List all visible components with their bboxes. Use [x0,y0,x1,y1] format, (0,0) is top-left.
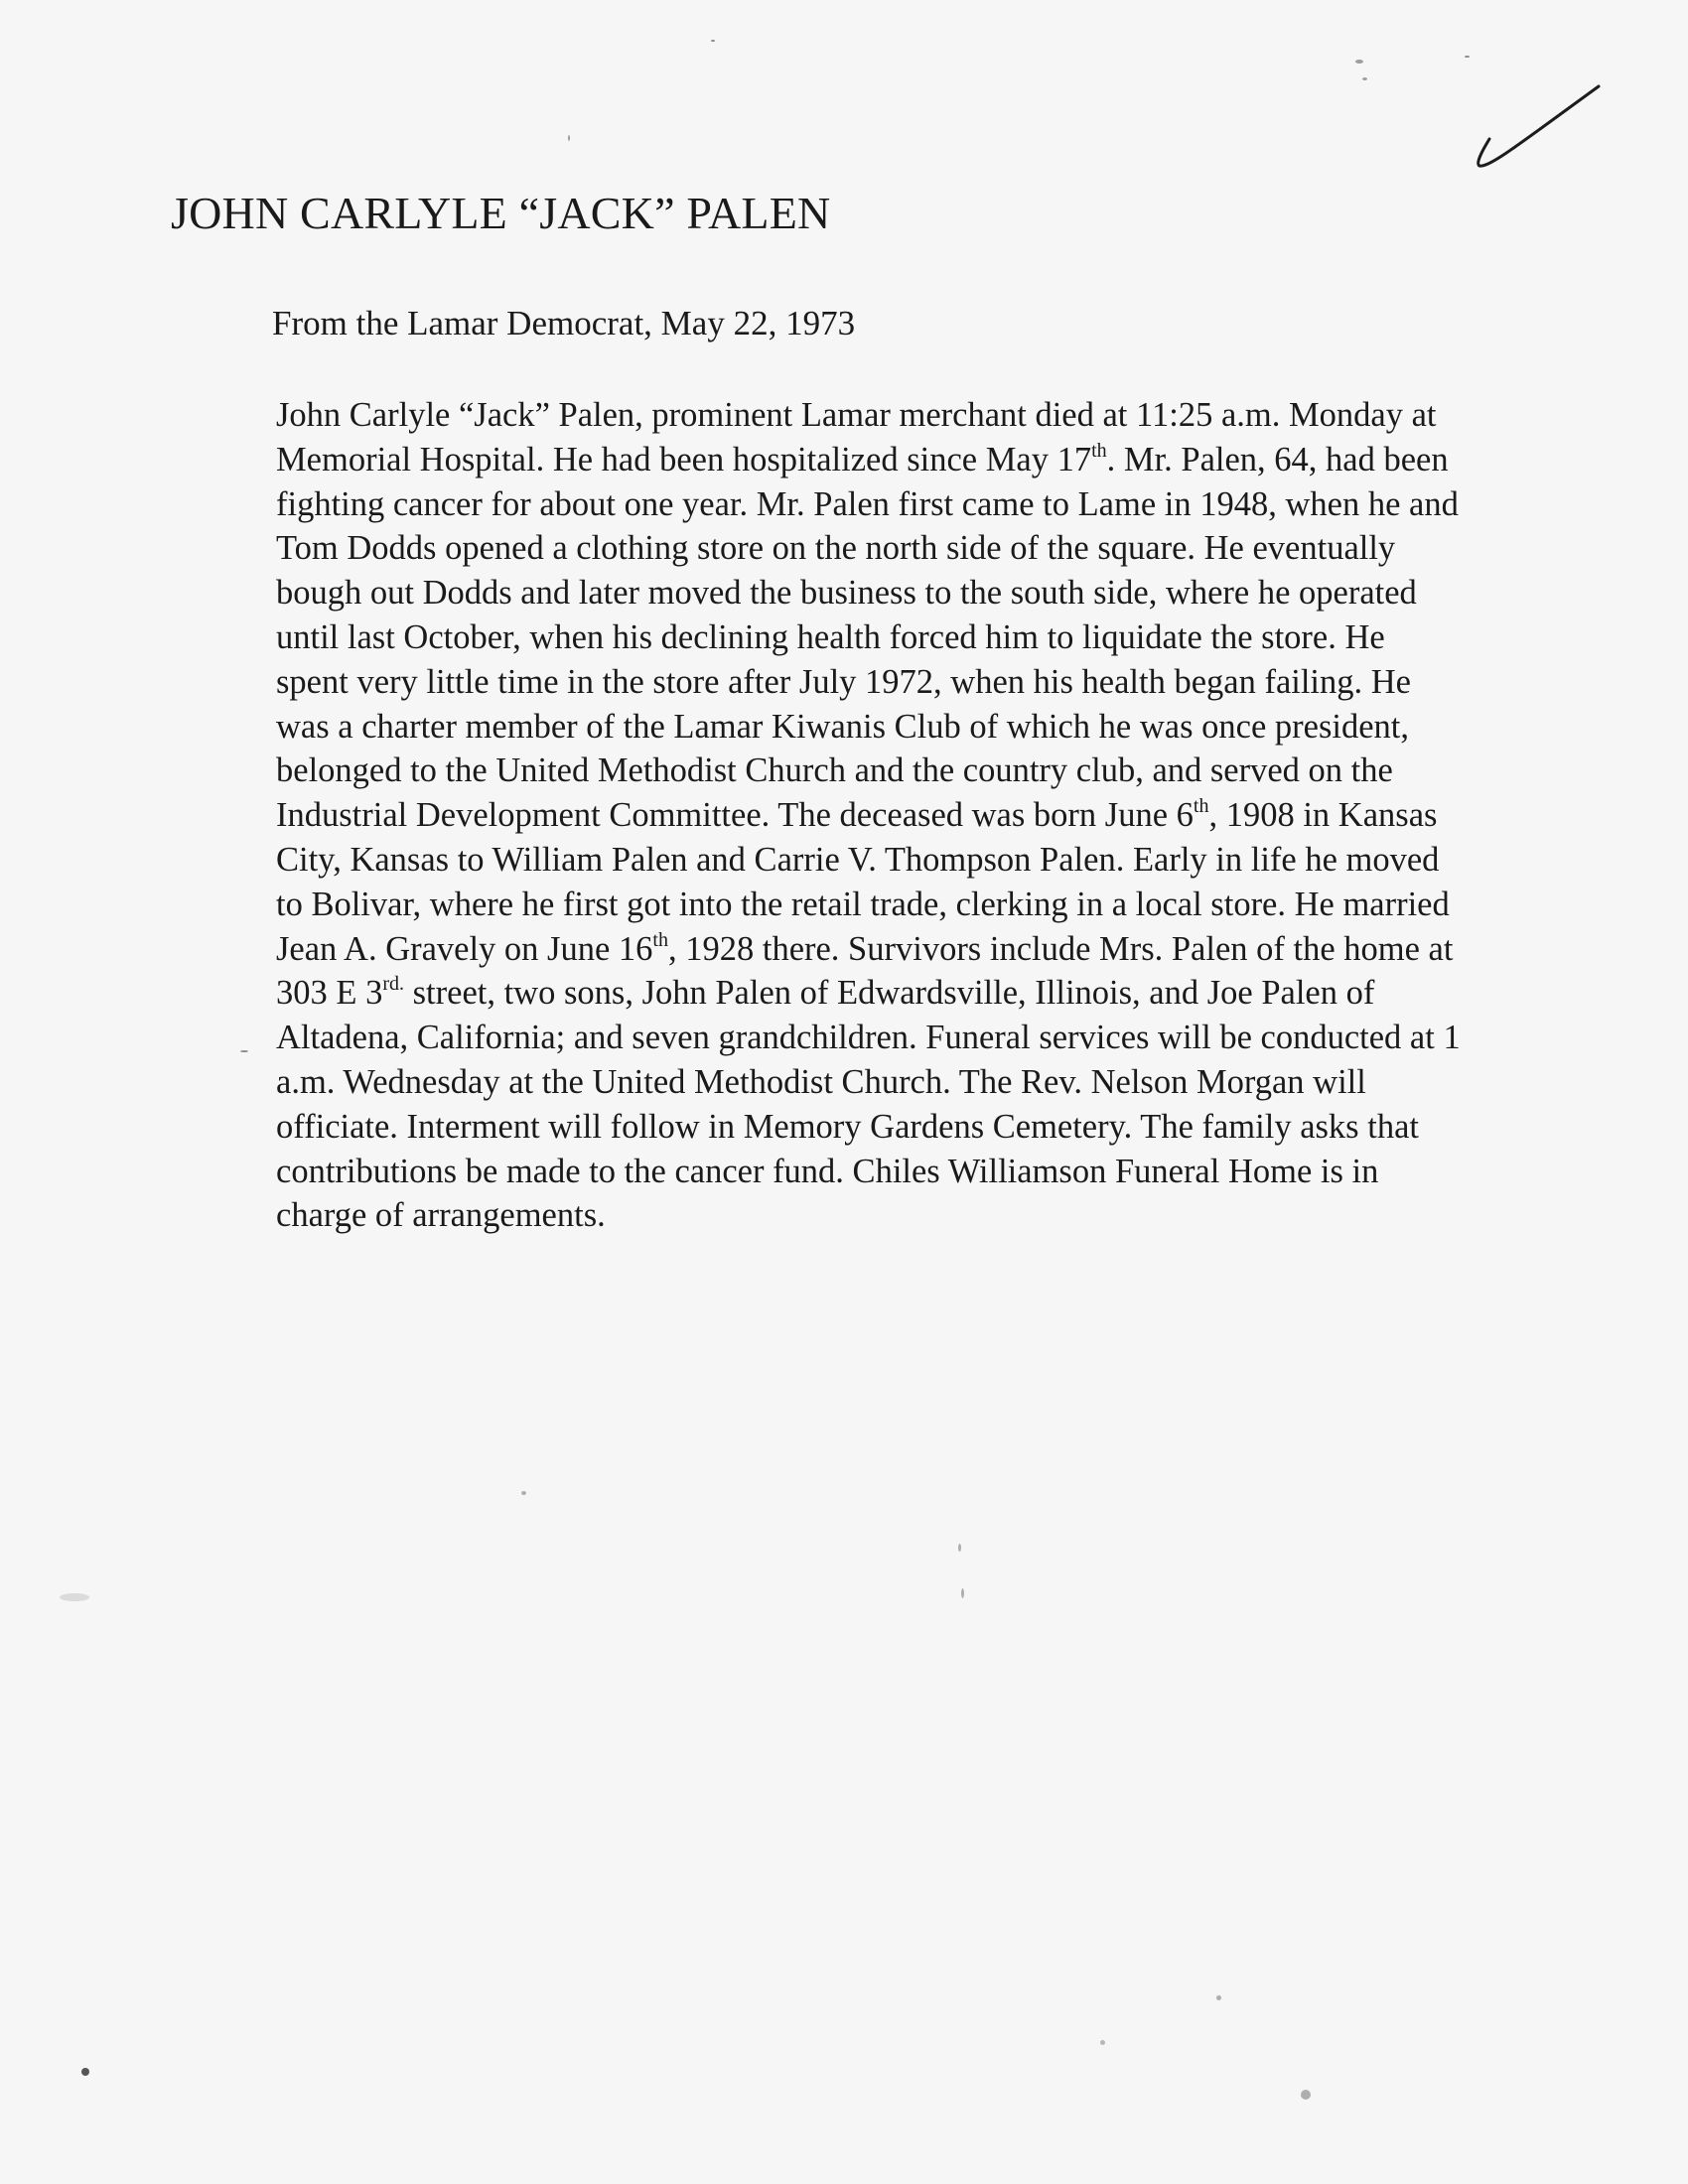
body-text: , 1928 there. Survivors include Mrs. Palen of the home at [667,929,1454,968]
body-text: belonged to the United Methodist Church and the country club, and served on the [276,751,1393,790]
obituary-body [276,393,1666,1238]
body-text: . Mr. Palen, 64, had been [1106,440,1449,478]
scan-speck [1301,2090,1311,2100]
ordinal-suffix: th [1091,439,1107,462]
scan-speck [1216,1995,1221,2000]
scan-speck [1465,56,1470,58]
body-line [276,1016,1666,1060]
source-citation: From the Lamar Democrat, May 22, 1973 [272,304,856,342]
ordinal-suffix: th [652,928,668,951]
body-text: Altadena, California; and seven grandchildren. Funeral services will be conducted at 1 [276,1019,1461,1057]
scan-speck [1362,77,1367,80]
scan-speck [81,2068,89,2076]
body-text: Industrial Development Committee. The deceased was born June 6 [276,796,1194,835]
body-text: contributions be made to the cancer fund. Chiles Williamson Funeral Home is in [276,1152,1379,1190]
ordinal-suffix: th [1193,795,1209,818]
body-line [276,971,1666,1016]
body-text: until last October, when his declining health forced him to liquidate the store. He [276,617,1385,656]
scan-speck [60,1593,89,1601]
scan-speck [568,135,570,141]
body-text: Memorial Hospital. He had been hospitalized since May 17 [276,440,1092,478]
body-line [276,749,1666,793]
body-text: John Carlyle “Jack” Palen, prominent Lamar merchant died at 11:25 a.m. Monday at [276,396,1437,434]
body-text: charge of arrangements. [276,1196,606,1235]
body-line [276,526,1666,571]
scan-speck [521,1491,526,1495]
scan-speck [240,1050,248,1052]
scan-speck [711,40,715,42]
body-line [276,660,1666,705]
body-text: officiate. Interment will follow in Memory Gardens Cemetery. The family asks that [276,1107,1419,1146]
body-text: Tom Dodds opened a clothing store on the north side of the square. He eventually [276,529,1396,568]
body-text: street, two sons, John Palen of Edwardsville, Illinois, and Joe Palen of [404,974,1375,1013]
scan-speck [961,1588,964,1598]
body-line [276,1150,1666,1194]
body-line [276,615,1666,660]
body-line [276,571,1666,615]
body-text: was a charter member of the Lamar Kiwanis Club of which he was once president, [276,707,1409,746]
body-line [276,1060,1666,1105]
body-text: a.m. Wednesday at the United Methodist Church. The Rev. Nelson Morgan will [276,1062,1366,1101]
body-line [276,438,1666,482]
scan-speck [1355,60,1363,64]
body-line [276,883,1666,927]
scan-speck [958,1544,961,1552]
body-text: Jean A. Gravely on June 16 [276,929,653,968]
body-text: 303 E 3 [276,974,383,1013]
body-text: bough out Dodds and later moved the business to the south side, where he operated [276,574,1417,613]
body-text: fighting cancer for about one year. Mr. Palen first came to Lame in 1948, when he and [276,484,1459,523]
body-line [276,705,1666,750]
ordinal-suffix: rd. [382,973,404,996]
body-line [276,1105,1666,1150]
body-line [276,1193,1666,1238]
checkmark-icon [1450,65,1609,174]
body-text: , 1908 in Kansas [1208,796,1438,835]
body-line [276,482,1666,527]
body-line [276,393,1666,438]
body-text: City, Kansas to William Palen and Carrie V. Thompson Palen. Early in life he moved [276,840,1440,879]
body-line [276,793,1666,838]
body-text: to Bolivar, where he first got into the retail trade, clerking in a local store. He married [276,885,1450,923]
document-title: JOHN CARLYLE “JACK” PALEN [171,188,831,238]
scan-speck [1100,2040,1105,2045]
body-line [276,927,1666,972]
body-text: spent very little time in the store after July 1972, when his health began failing. He [276,662,1411,701]
body-line [276,838,1666,883]
